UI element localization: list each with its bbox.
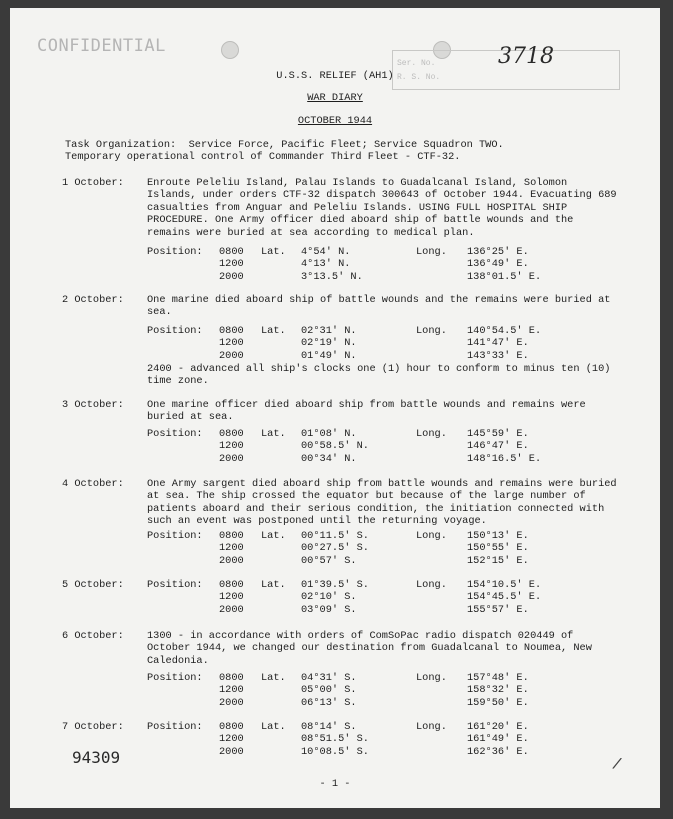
latitude-label [261,271,301,283]
position-row [147,697,577,709]
position-time: 2000 [219,603,244,616]
serial-box-row: R. S. No. [397,73,441,82]
latitude-label [261,337,301,349]
position-row [147,325,577,337]
latitude-label: Lat. [261,530,286,542]
longitude-value: 146°47' E. [467,440,529,453]
longitude-value: 154°10.5' E. [467,579,542,591]
position-time: 1200 [219,440,244,453]
position-row [147,271,577,283]
entry-date: 3 October: [62,399,124,411]
longitude-value: 141°47' E. [467,337,529,350]
position-row [147,337,577,349]
position-label [147,733,219,745]
position-label: Position: [147,672,203,684]
position-time: 2000 [219,554,244,567]
entry-date: 1 October: [62,177,124,189]
position-row [147,350,577,362]
position-row [147,579,577,591]
longitude-value: 157°48' E. [467,672,529,684]
longitude-value: 158°32' E. [467,684,529,697]
position-label [147,746,219,758]
longitude-label [416,746,467,758]
position-row [147,684,577,696]
longitude-label [416,733,467,745]
entry-date: 7 October: [62,721,124,733]
latitude-label: Lat. [261,579,286,591]
latitude-value: 00°58.5' N. [301,440,369,453]
longitude-label: Long. [416,721,447,733]
serial-box-row: Ser. No. [397,59,436,68]
position-time: 0800 [219,579,244,591]
entry-date: 2 October: [62,294,124,306]
latitude-value: 02°10' S. [301,591,357,604]
latitude-value: 08°51.5' S. [301,733,369,746]
latitude-value: 01°08' N. [301,428,357,440]
position-label: Position: [147,325,203,337]
longitude-value: 143°33' E. [467,349,529,362]
position-time: 0800 [219,721,244,733]
latitude-label: Lat. [261,428,286,440]
document-title: WAR DIARY [307,92,363,104]
longitude-label [416,697,467,709]
position-table [147,428,577,465]
latitude-label [261,440,301,452]
position-label [147,604,219,616]
position-row [147,733,577,745]
latitude-label [261,746,301,758]
entry-date: 6 October: [62,630,124,642]
position-time: 1200 [219,684,244,697]
pen-mark: / [610,755,624,775]
position-table [147,579,577,616]
handwritten-number: 3718 [498,44,554,69]
longitude-label [416,684,467,696]
position-label: Position: [147,428,203,440]
position-row [147,746,577,758]
entry-text: One marine officer died aboard ship from battle wounds and remains were buried at sea. [147,399,586,424]
longitude-label: Long. [416,428,447,440]
position-time: 2000 [219,270,244,283]
longitude-label [416,258,467,270]
longitude-label [416,591,467,603]
latitude-label [261,697,301,709]
latitude-label [261,733,301,745]
latitude-label [261,604,301,616]
entry-date: 5 October: [62,579,124,591]
latitude-label [261,350,301,362]
latitude-value: 04°31' S. [301,672,357,684]
position-table [147,672,577,709]
position-time: 2000 [219,696,244,709]
latitude-value: 10°08.5' S. [301,745,369,758]
latitude-value: 4°13' N. [301,258,351,271]
confidential-stamp: CONFIDENTIAL [37,36,166,56]
position-row [147,672,577,684]
position-row [147,530,577,542]
position-label [147,591,219,603]
task-org-line: Task Organization: Service Force, Pacific Fleet; Service Squadron TWO. [65,139,504,151]
document-number: 94309 [72,748,121,767]
longitude-value: 152°15' E. [467,554,529,567]
longitude-label [416,604,467,616]
position-table [147,530,577,567]
task-org-line: Temporary operational control of Commander Third Fleet - CTF-32. [65,151,461,164]
position-label [147,542,219,554]
latitude-value: 06°13' S. [301,696,357,709]
longitude-value: 154°45.5' E. [467,591,542,604]
latitude-value: 03°09' S. [301,603,357,616]
latitude-value: 00°34' N. [301,452,357,465]
position-label: Position: [147,721,203,733]
longitude-label [416,350,467,362]
position-time: 2000 [219,452,244,465]
latitude-value: 08°14' S. [301,721,357,733]
longitude-label: Long. [416,672,447,684]
page-number: - 1 - [319,778,351,790]
position-time: 2000 [219,349,244,362]
longitude-value: 159°50' E. [467,696,529,709]
latitude-value: 3°13.5' N. [301,270,363,283]
longitude-label: Long. [416,530,447,542]
latitude-label: Lat. [261,246,286,258]
position-time: 1200 [219,542,244,555]
longitude-value: 136°49' E. [467,258,529,271]
longitude-value: 162°36' E. [467,745,529,758]
longitude-value: 145°59' E. [467,428,529,440]
latitude-label [261,453,301,465]
position-time: 0800 [219,325,244,337]
latitude-value: 01°39.5' S. [301,579,369,591]
entry-text: Enroute Peleliu Island, Palau Islands to Guadalcanal Island, Solomon Islands, under orders CTF-32 dispatch 300643 of October 1944. Evacuating 689 casualties from Anguar and Peleliu Islands. USING FULL HOSPITAL SHIP PROCEDURE. One Army officer died aboard ship of battle wounds and the remains were buried at sea according to medical plan. [147,177,617,239]
position-label [147,555,219,567]
position-row [147,440,577,452]
longitude-label: Long. [416,246,447,258]
latitude-label [261,684,301,696]
position-time: 1200 [219,258,244,271]
position-row [147,721,577,733]
latitude-value: 01°49' N. [301,349,357,362]
position-row [147,246,577,258]
position-label [147,684,219,696]
position-row [147,604,577,616]
latitude-value: 02°31' N. [301,325,357,337]
longitude-value: 148°16.5' E. [467,452,542,465]
longitude-label [416,542,467,554]
position-time: 2000 [219,745,244,758]
position-label [147,271,219,283]
position-row [147,542,577,554]
entry-text: 1300 - in accordance with orders of ComSoPac radio dispatch 020449 of October 1944, we changed our destination from Guadalcanal to Noumea, New Caledonia. [147,630,592,667]
position-time: 0800 [219,428,244,440]
latitude-label [261,555,301,567]
position-row [147,428,577,440]
position-label [147,697,219,709]
position-label: Position: [147,579,203,591]
position-label [147,337,219,349]
position-row [147,555,577,567]
position-row [147,453,577,465]
longitude-label [416,337,467,349]
position-time: 0800 [219,672,244,684]
position-row [147,258,577,270]
latitude-value: 4°54' N. [301,246,351,258]
task-organization [65,139,625,164]
longitude-value: 155°57' E. [467,603,529,616]
position-time: 1200 [219,337,244,350]
entry-text: One marine died aboard ship of battle wounds and the remains were buried at sea. [147,294,611,319]
latitude-label: Lat. [261,721,286,733]
position-label: Position: [147,246,203,258]
punch-hole [221,41,239,59]
latitude-value: 00°57' S. [301,554,357,567]
position-row [147,591,577,603]
longitude-label: Long. [416,325,447,337]
latitude-value: 00°27.5' S. [301,542,369,555]
longitude-label [416,555,467,567]
position-time: 1200 [219,733,244,746]
latitude-label [261,258,301,270]
position-time: 0800 [219,530,244,542]
latitude-value: 00°11.5' S. [301,530,369,542]
document-page [10,8,660,808]
longitude-label [416,440,467,452]
longitude-value: 150°13' E. [467,530,529,542]
position-table [147,246,577,283]
position-label: Position: [147,530,203,542]
latitude-label: Lat. [261,325,286,337]
longitude-value: 140°54.5' E. [467,325,542,337]
position-time: 0800 [219,246,244,258]
position-time: 1200 [219,591,244,604]
position-table [147,721,577,758]
longitude-value: 136°25' E. [467,246,529,258]
position-label [147,258,219,270]
latitude-label [261,591,301,603]
entry-text: One Army sargent died aboard ship from battle wounds and remains were buried at sea. The ship crossed the equator but because of the large number of patients aboard and their serious condition, the initiation connected with such an event was postponed until the returning voyage. [147,478,617,528]
position-label [147,453,219,465]
document-month: OCTOBER 1944 [297,115,373,127]
longitude-value: 161°49' E. [467,733,529,746]
latitude-label: Lat. [261,672,286,684]
position-table [147,325,577,362]
longitude-label [416,271,467,283]
latitude-label [261,542,301,554]
longitude-label [416,453,467,465]
longitude-value: 138°01.5' E. [467,270,542,283]
latitude-value: 05°00' S. [301,684,357,697]
position-label [147,440,219,452]
latitude-value: 02°19' N. [301,337,357,350]
entry-note: 2400 - advanced all ship's clocks one (1) hour to conform to minus ten (10) time zone. [147,363,611,388]
longitude-label: Long. [416,579,447,591]
longitude-value: 161°20' E. [467,721,529,733]
entry-date: 4 October: [62,478,124,490]
position-label [147,350,219,362]
longitude-value: 150°55' E. [467,542,529,555]
ship-name: U.S.S. RELIEF (AH1) [276,70,394,82]
